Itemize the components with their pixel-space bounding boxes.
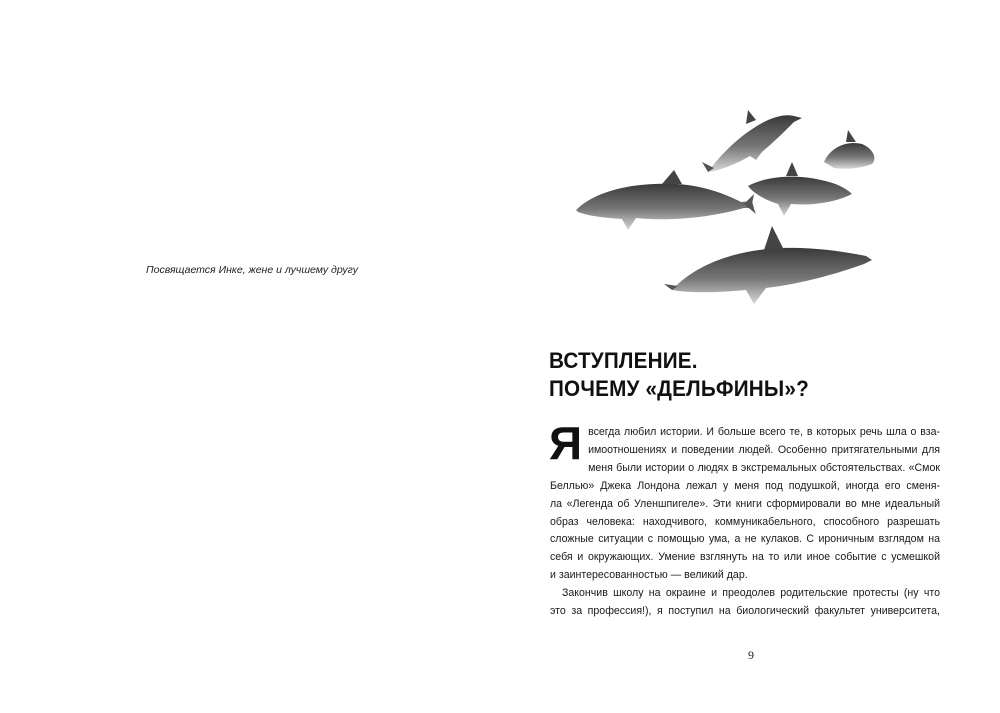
drop-cap: Я (549, 417, 583, 469)
dolphin-shape (702, 110, 802, 172)
text-line: Закончив школу на окраине и преодолев родительские протесты (ну что (562, 587, 940, 600)
dolphin-shape (748, 162, 852, 216)
dedication: Посвящается Инке, жене и лучшему другу (146, 264, 358, 276)
body-text (549, 417, 940, 621)
text-line: имоотношениях и поведении людей. Особенно притягательными для (588, 443, 940, 456)
dolphin-shape (664, 226, 872, 304)
chapter-title-line1: ВСТУПЛЕНИЕ. (549, 348, 698, 373)
dolphin-shape (576, 170, 756, 230)
text-line: это за профессия!), я поступил на биологический факультет университета, (550, 605, 940, 618)
text-line: образ человека: находчивого, коммуникабельного, способного разрешать (550, 515, 940, 528)
chapter-title (549, 347, 809, 403)
page-number: 9 (748, 648, 754, 662)
text-line: себя и окружающих. Умение взглянуть на то или иное событие с усмешкой (550, 551, 940, 564)
text-line: меня были истории о людях в экстремальных обстоятельствах. «Смок (588, 461, 940, 474)
chapter-title-line2: ПОЧЕМУ «ДЕЛЬФИНЫ»? (549, 376, 809, 401)
text-line: всегда любил истории. И больше всего те, в которых речь шла о вза- (588, 426, 940, 438)
text-line: сложные ситуации с помощью ума, а не кулаков. С ироничным взглядом на (550, 533, 940, 546)
dolphins-illustration (566, 104, 876, 314)
text-line: и заинтересованностью — великий дар. (550, 569, 748, 582)
text-line: ла «Легенда об Уленшпигеле». Эти книги сформировали во мне идеальный (550, 497, 940, 510)
right-page (500, 0, 1000, 713)
text-line: Беллью» Джека Лондона лежал у меня под подушкой, иногда его сменя- (550, 479, 940, 492)
dolphin-shape (824, 130, 874, 169)
